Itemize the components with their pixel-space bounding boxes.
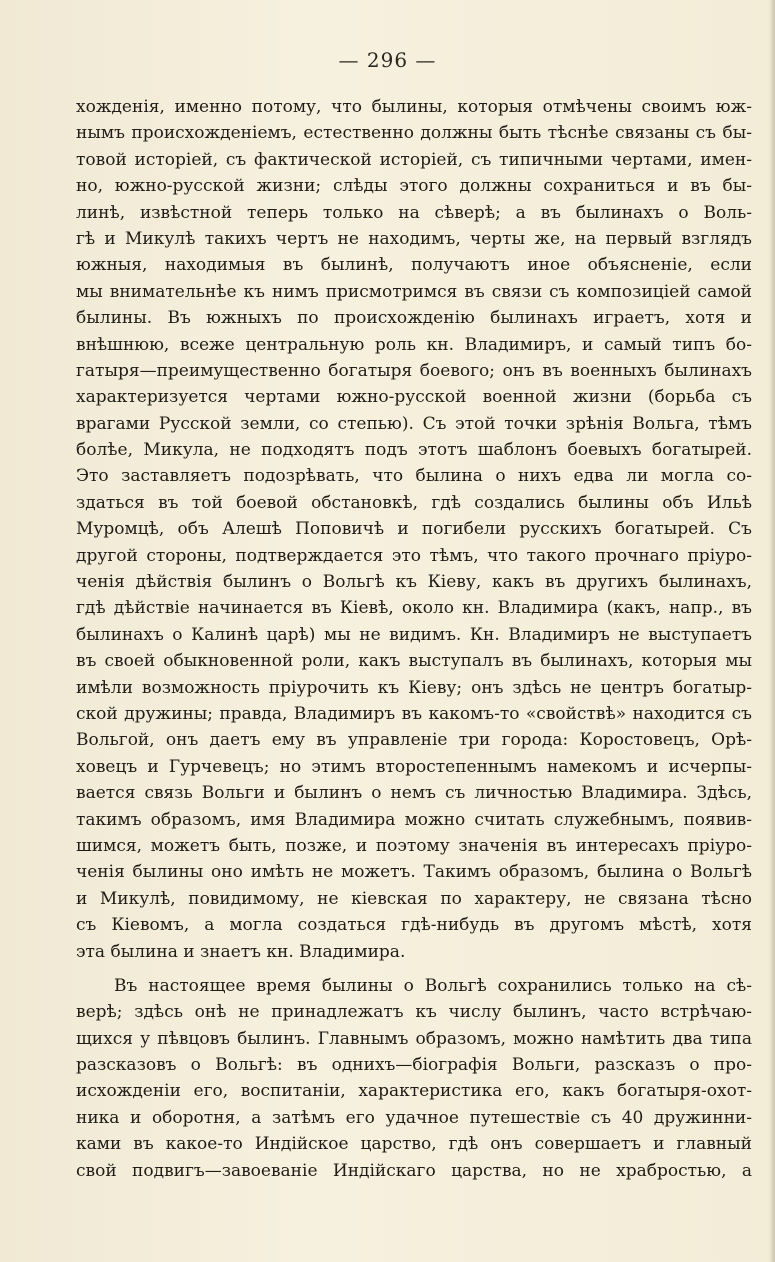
text-line: здаться въ той боевой обстановкѣ, гдѣ создались былины объ Ильѣ [76,492,752,513]
text-line: гѣ и Микулѣ такихъ чертъ не находимъ, черты же, на первый взглядъ [76,228,752,249]
text-line: свой подвигъ—завоеваніе Индійскаго царства, но не храбростью, а [76,1160,752,1181]
text-line: мы внимательнѣе къ нимъ присмотримся въ связи съ композиціей самой [76,281,752,302]
text-line: такимъ образомъ, имя Владимира можно считать служебнымъ, появив- [76,809,752,830]
text-line: Въ настоящее время былины о Вольгѣ сохранились только на сѣ- [114,975,752,996]
text-line: былины. Въ южныхъ по происхожденію былинахъ играетъ, хотя и [76,308,752,329]
text-line: Муромцѣ, объ Алешѣ Поповичѣ и погибели русскихъ богатырей. Съ [76,519,752,540]
text-line: линѣ, извѣстной теперь только на сѣверѣ; а въ былинахъ о Воль- [76,202,752,223]
body-text [76,94,752,1184]
text-line: эта былина и знаетъ кн. Владимира. [76,941,406,962]
text-line: южныя, находимыя въ былинѣ, получаютъ иное объясненіе, если [76,255,752,276]
text-line: ника и оборотня, а затѣмъ его удачное путешествіе съ 40 дружинни- [76,1107,752,1128]
text-line: ченія дѣйствія былинъ о Вольгѣ къ Кіеву, какъ въ другихъ былинахъ, [76,572,752,593]
text-line: верѣ; здѣсь онѣ не принадлежатъ къ числу былинъ, часто встрѣчаю- [76,1002,752,1023]
text-line: ховецъ и Гурчевецъ; но этимъ второстепеннымъ намекомъ и исчерпы- [76,756,752,777]
page-number: — 296 — [338,48,437,72]
text-line: былинахъ о Калинѣ царѣ) мы не видимъ. Кн. Владимиръ не выступаетъ [76,624,752,645]
text-line: исхожденіи его, воспитаніи, характеристика его, какъ богатыря-охот- [76,1081,752,1102]
text-line: гдѣ дѣйствіе начинается въ Кіевѣ, около кн. Владимира (какъ, напр., въ [76,598,752,619]
text-line: хожденія, именно потому, что былины, которыя отмѣчены своимъ юж- [76,97,752,117]
text-line: нымъ происхожденіемъ, естественно должны быть тѣснѣе связаны съ бы- [76,123,752,144]
text-line: гатыря—преимущественно богатыря боевого; онъ въ военныхъ былинахъ [76,360,752,381]
text-line: въ своей обыкновенной роли, какъ выступалъ въ былинахъ, которыя мы [76,651,752,672]
text-line: щихся у пѣвцовъ былинъ. Главнымъ образомъ, можно намѣтить два типа [76,1028,752,1049]
text-line: Вольгой, онъ даетъ ему въ управленіе три города: Коростовецъ, Орѣ- [76,730,752,751]
paragraph-2 [76,973,752,1184]
text-line: и Микулѣ, повидимому, не кіевская по характеру, не связана тѣсно [76,888,752,909]
paragraph-gap [76,965,752,973]
text-line: вается связь Вольги и былинъ о немъ съ личностью Владимира. Здѣсь, [76,783,752,804]
text-line: болѣе, Микула, не подходятъ подъ этотъ шаблонъ боевыхъ богатырей. [76,440,752,461]
text-line: ской дружины; правда, Владимиръ въ какомъ-то «свойствѣ» находится съ [76,703,752,724]
text-line: товой исторіей, съ фактической исторіей, съ типичными чертами, имен- [76,149,752,170]
text-line: внѣшнюю, всеже центральную роль кн. Владимиръ, и самый типъ бо- [76,334,752,355]
text-line: характеризуется чертами южно-русской военной жизни (борьба съ [76,387,752,408]
text-line: ченія былины оно имѣть не можетъ. Такимъ образомъ, былина о Вольгѣ [76,862,752,883]
text-line: имѣли возможность пріурочить къ Кіеву; онъ здѣсь не центръ богатыр- [76,677,752,698]
text-line: съ Кіевомъ, а могла создаться гдѣ-нибудь въ другомъ мѣстѣ, хотя [76,915,752,936]
text-line: но, южно-русской жизни; слѣды этого должны сохраниться и въ бы- [76,176,752,197]
page-edge-shadow [769,0,775,1262]
text-line: шимся, можетъ быть, позже, и поэтому значенія въ интересахъ пріуро- [76,835,752,856]
text-line: ками въ какое-то Индійское царство, гдѣ онъ совершаетъ и главный [76,1134,752,1155]
text-line: врагами Русской земли, со степью). Съ этой точки зрѣнія Вольга, тѣмъ [76,413,752,434]
paragraph-1 [76,94,752,965]
text-line: другой стороны, подтверждается это тѣмъ, что такого прочнаго пріуро- [76,545,752,566]
text-line: Это заставляетъ подозрѣвать, что былина о нихъ едва ли могла со- [76,466,752,487]
text-line: разсказовъ о Вольгѣ: въ однихъ—біографія Вольги, разсказъ о про- [76,1055,752,1076]
